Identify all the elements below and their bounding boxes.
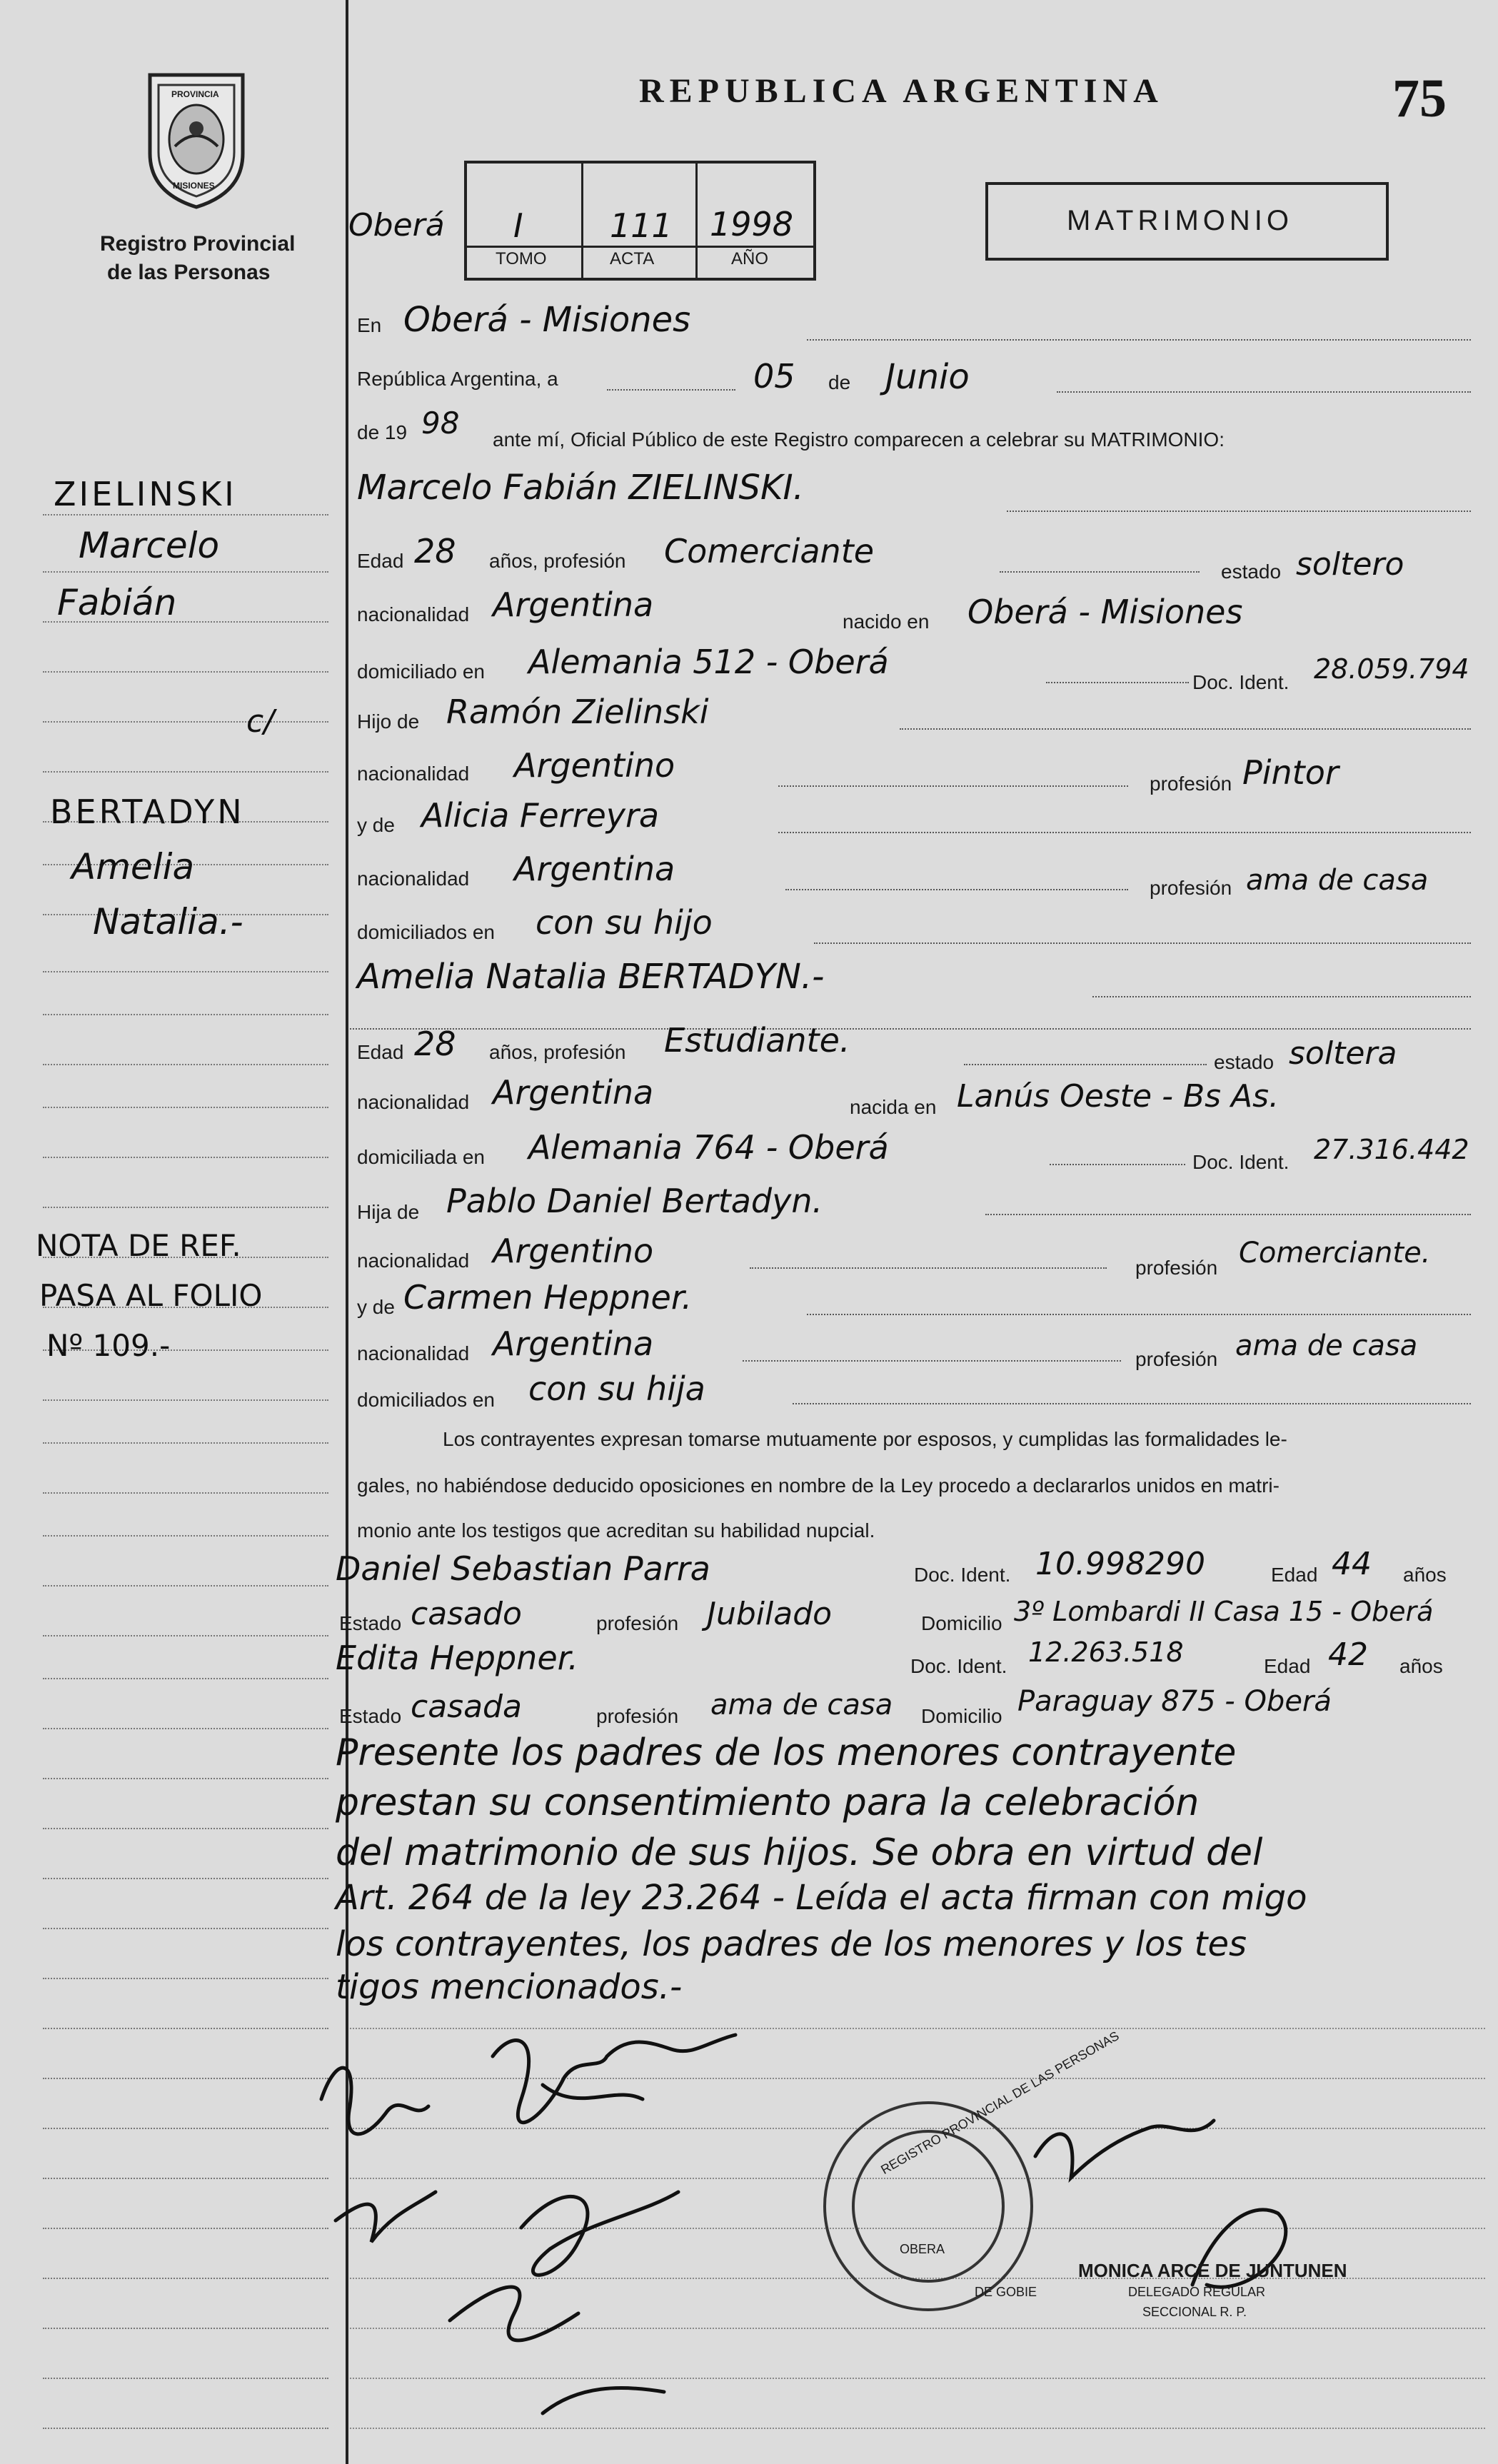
- margin-groom-name2: Fabián: [57, 582, 177, 623]
- stamp-bottom: DE GOBIE: [975, 2285, 1037, 2299]
- label-groom-nacido: nacido en: [843, 610, 930, 633]
- stamp-officer-line2: DELEGADO REGULAR: [1128, 2285, 1266, 2299]
- label-groom-nacionalidad: nacionalidad: [357, 603, 470, 625]
- label-groom-edad: Edad: [357, 550, 404, 572]
- label-bride-father-prof: profesión: [1135, 1257, 1218, 1279]
- witness2-address: Paraguay 875 - Oberá: [1017, 1685, 1332, 1718]
- seal-text-top: PROVINCIA: [171, 89, 219, 99]
- seal-text-bottom: MISIONES: [173, 181, 215, 191]
- declaration-text: ante mí, Oficial Público de este Registro comparecen a celebrar su MATRIMONIO:: [493, 428, 1225, 451]
- label-groom-y-de: y de: [357, 814, 395, 836]
- ceremony-line1: Los contrayentes expresan tomarse mutuamente por esposos, y cumplidas las formalidades le-: [443, 1428, 1287, 1450]
- remark-line: los contrayentes, los padres de los menores y los tes: [336, 1924, 1247, 1964]
- label-groom-mother-prof: profesión: [1150, 877, 1232, 899]
- label-groom-father-nat: nacionalidad: [357, 763, 470, 785]
- groom-birthplace: Oberá - Misiones: [967, 593, 1243, 631]
- label-witness1-domicilio: Domicilio: [921, 1612, 1002, 1634]
- margin-note-2: PASA AL FOLIO: [39, 1278, 263, 1313]
- margin-bride-surname: BERTADYN: [50, 793, 245, 831]
- groom-nationality: Argentina: [493, 585, 654, 624]
- witness1-name: Daniel Sebastian Parra: [336, 1549, 710, 1588]
- remark-line: Art. 264 de la ley 23.264 - Leída el acta firman con migo: [336, 1878, 1307, 1918]
- witness2-status: casada: [411, 1689, 522, 1725]
- bride-doc-number: 27.316.442: [1314, 1134, 1469, 1165]
- witness1-address: 3º Lombardi II Casa 15 - Oberá: [1014, 1596, 1434, 1627]
- tomo-value: I: [513, 206, 523, 245]
- label-witness1-edad: Edad: [1271, 1564, 1318, 1586]
- label-republica: República Argentina, a: [357, 368, 558, 390]
- witness2-profession: ama de casa: [710, 1689, 893, 1721]
- bride-mother-nationality: Argentina: [493, 1324, 654, 1363]
- bride-father-nationality: Argentino: [493, 1232, 654, 1270]
- bride-mother: Carmen Heppner.: [403, 1278, 693, 1317]
- groom-parents-address: con su hijo: [536, 903, 713, 942]
- value-place: Oberá - Misiones: [403, 300, 691, 340]
- label-bride-father-nat: nacionalidad: [357, 1249, 470, 1272]
- groom-father-profession: Pintor: [1242, 753, 1339, 792]
- groom-age: 28: [414, 532, 456, 570]
- record-boxes: [464, 161, 816, 281]
- label-witness1-anos: años: [1403, 1564, 1447, 1586]
- groom-address: Alemania 512 - Oberá: [528, 643, 889, 681]
- label-witness2-doc: Doc. Ident.: [910, 1655, 1007, 1677]
- bride-parents-address: con su hija: [528, 1369, 705, 1408]
- label-groom-estado: estado: [1221, 560, 1282, 583]
- label-witness2-anos: años: [1399, 1655, 1443, 1677]
- acta-value: 111: [610, 206, 673, 245]
- bride-profession: Estudiante.: [664, 1021, 850, 1060]
- label-bride-profesion: años, profesión: [489, 1041, 626, 1063]
- stamp-officer-line3: SECCIONAL R. P.: [1142, 2305, 1247, 2319]
- label-de: de: [828, 371, 851, 393]
- document-type-box: [985, 182, 1389, 261]
- bride-nationality: Argentina: [493, 1073, 654, 1112]
- label-witness1-profesion: profesión: [596, 1612, 679, 1634]
- groom-mother-nationality: Argentina: [514, 850, 675, 888]
- groom-father: Ramón Zielinski: [446, 693, 709, 731]
- ano-value: 1998: [710, 205, 794, 243]
- groom-full-name: Marcelo Fabián ZIELINSKI.: [357, 468, 804, 508]
- groom-mother: Alicia Ferreyra: [421, 796, 660, 835]
- label-bride-domiciliada: domiciliada en: [357, 1146, 485, 1168]
- registry-line2: de las Personas: [107, 261, 271, 284]
- label-bride-nacida: nacida en: [850, 1096, 937, 1118]
- stamp-ring-text: REGISTRO PROVINCIAL DE LAS PERSONAS: [878, 2028, 1122, 2178]
- label-bride-edad: Edad: [357, 1041, 404, 1063]
- groom-doc-number: 28.059.794: [1314, 653, 1469, 685]
- ano-label: AÑO: [731, 249, 769, 268]
- bride-father-profession: Comerciante.: [1239, 1237, 1431, 1269]
- ceremony-line3: monio ante los testigos que acreditan su habilidad nupcial.: [357, 1519, 875, 1542]
- label-witness2-profesion: profesión: [596, 1705, 679, 1727]
- bride-address: Alemania 764 - Oberá: [528, 1128, 889, 1167]
- margin-note-3: Nº 109.-: [46, 1328, 171, 1363]
- label-groom-domiciliado: domiciliado en: [357, 660, 485, 683]
- label-witness2-estado: Estado: [339, 1705, 402, 1727]
- label-bride-estado: estado: [1214, 1051, 1275, 1073]
- value-day: 05: [753, 357, 795, 396]
- remark-line: tigos mencionados.-: [336, 1967, 683, 2007]
- bride-mother-profession: ama de casa: [1235, 1329, 1418, 1362]
- bride-father: Pablo Daniel Bertadyn.: [446, 1182, 823, 1220]
- margin-bride-name1: Amelia: [71, 846, 195, 887]
- remark-line: prestan su consentimiento para la celebración: [336, 1781, 1200, 1824]
- label-groom-father-prof: profesión: [1150, 773, 1232, 795]
- margin-groom-name1: Marcelo: [79, 525, 220, 566]
- label-witness2-edad: Edad: [1264, 1655, 1311, 1677]
- margin-groom-surname: ZIELINSKI: [54, 475, 237, 513]
- groom-father-nationality: Argentino: [514, 746, 675, 785]
- provincial-seal: [143, 68, 250, 211]
- bride-civil-status: soltera: [1289, 1035, 1397, 1072]
- witness2-doc: 12.263.518: [1028, 1636, 1184, 1668]
- margin-conj: c/: [246, 703, 275, 740]
- ceremony-line2: gales, no habiéndose deducido oposiciones en nombre de la Ley procedo a declararlos unidos en matri-: [357, 1474, 1280, 1497]
- label-witness2-domicilio: Domicilio: [921, 1705, 1002, 1727]
- document-type: MATRIMONIO: [1067, 205, 1294, 236]
- label-witness1-doc: Doc. Ident.: [914, 1564, 1011, 1586]
- label-bride-mother-nat: nacionalidad: [357, 1342, 470, 1364]
- label-bride-mother-prof: profesión: [1135, 1348, 1218, 1370]
- label-bride-y-de: y de: [357, 1296, 395, 1318]
- groom-mother-profession: ama de casa: [1246, 864, 1429, 897]
- stamp-officer: MONICA ARCE DE JUNTUNEN: [1078, 2260, 1347, 2281]
- label-de19: de 19: [357, 421, 408, 443]
- page-title: REPUBLICA ARGENTINA: [639, 72, 1164, 110]
- acta-label: ACTA: [610, 249, 655, 268]
- witness1-doc: 10.998290: [1035, 1546, 1205, 1582]
- signatures: [307, 2013, 1485, 2456]
- city-signature: Oberá: [348, 207, 445, 243]
- bride-full-name: Amelia Natalia BERTADYN.-: [357, 957, 825, 997]
- witness1-status: casado: [411, 1596, 522, 1632]
- remark-line: Presente los padres de los menores contrayente: [336, 1731, 1237, 1774]
- value-year-suffix: 98: [421, 406, 460, 441]
- groom-profession: Comerciante: [664, 532, 875, 570]
- label-witness1-estado: Estado: [339, 1612, 402, 1634]
- label-bride-doc: Doc. Ident.: [1192, 1151, 1290, 1173]
- witness2-age: 42: [1328, 1636, 1368, 1673]
- label-bride-domiciliados: domiciliados en: [357, 1389, 495, 1411]
- witness1-age: 44: [1332, 1546, 1372, 1582]
- label-groom-doc: Doc. Ident.: [1192, 671, 1290, 693]
- bride-birthplace: Lanús Oeste - Bs As.: [957, 1078, 1280, 1115]
- page-number: 75: [1392, 69, 1447, 129]
- label-groom-mother-nat: nacionalidad: [357, 868, 470, 890]
- registry-line1: Registro Provincial: [100, 232, 296, 256]
- bride-age: 28: [414, 1025, 456, 1063]
- label-en: En: [357, 314, 382, 336]
- stamp-city: OBERA: [900, 2242, 945, 2256]
- margin-bride-name2: Natalia.-: [93, 901, 243, 942]
- label-groom-hijo: Hijo de: [357, 710, 420, 733]
- tomo-label: TOMO: [496, 249, 547, 268]
- value-month: Junio: [885, 357, 970, 397]
- margin-note-1: NOTA DE REF.: [36, 1228, 241, 1263]
- label-bride-hija: Hija de: [357, 1201, 420, 1223]
- remark-line: del matrimonio de sus hijos. Se obra en virtud del: [336, 1831, 1263, 1874]
- groom-civil-status: soltero: [1296, 546, 1404, 583]
- witness2-name: Edita Heppner.: [336, 1639, 578, 1677]
- label-groom-domiciliados: domiciliados en: [357, 921, 495, 943]
- witness1-profession: Jubilado: [707, 1596, 833, 1632]
- label-bride-nacionalidad: nacionalidad: [357, 1091, 470, 1113]
- label-groom-profesion: años, profesión: [489, 550, 626, 572]
